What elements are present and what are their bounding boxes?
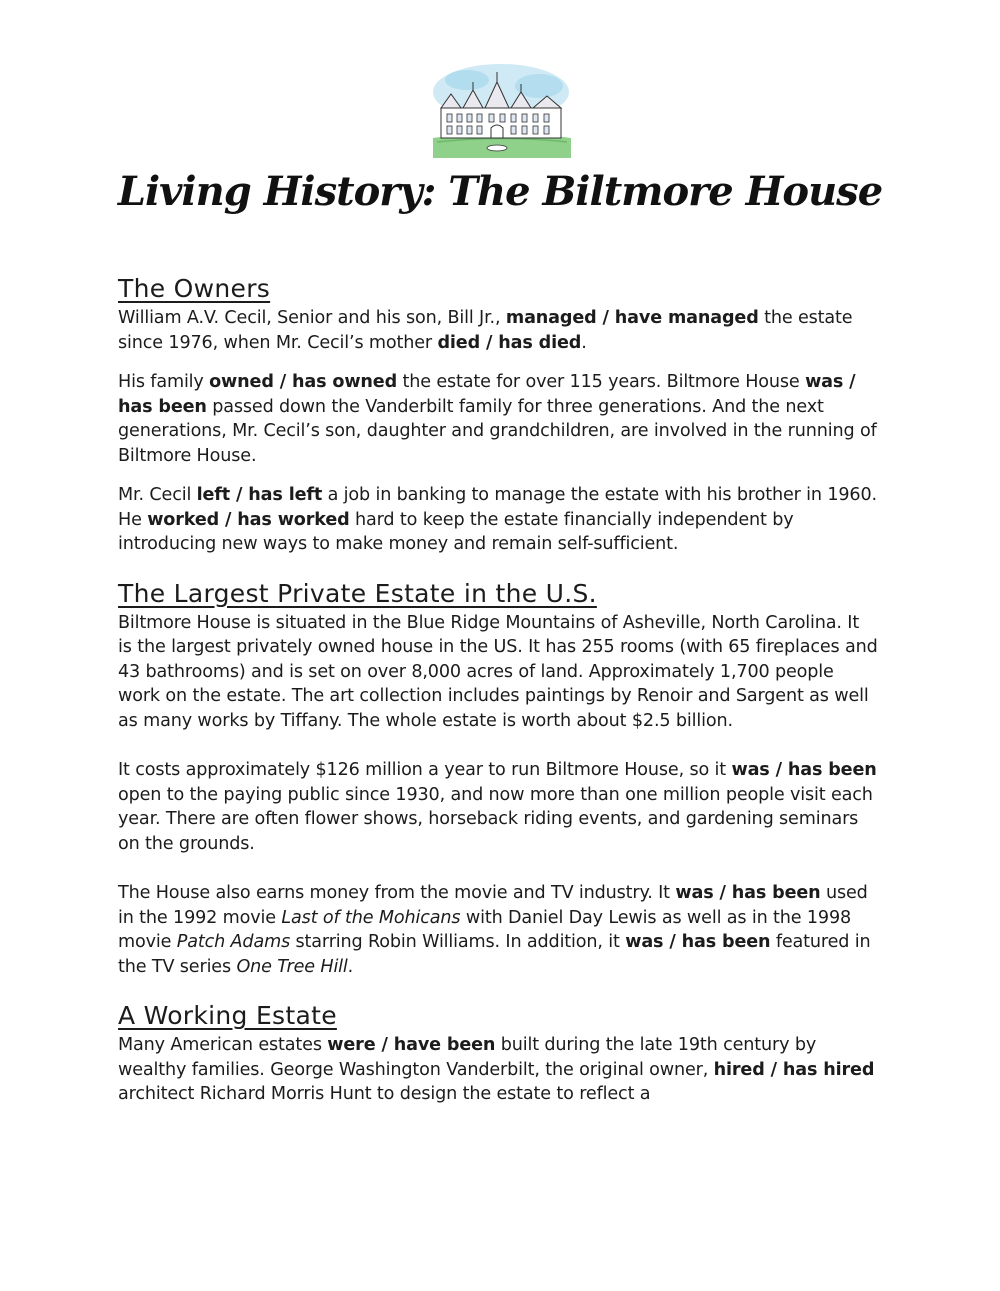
estate-paragraph-2	[118, 758, 878, 856]
owners-paragraph-3	[118, 483, 878, 557]
working-paragraph-1	[118, 1033, 878, 1107]
verb-choice[interactable]: was / has been	[625, 932, 771, 952]
owners-paragraph-2	[118, 370, 878, 468]
text: architect Richard Morris Hunt to design the estate to reflect a	[118, 1084, 651, 1104]
verb-choice[interactable]: was / has been	[675, 883, 821, 903]
text: William A.V. Cecil, Senior and his son, Bill Jr.,	[118, 308, 506, 328]
text: His family	[118, 372, 210, 392]
section-heading-working-estate: A Working Estate	[118, 1001, 337, 1030]
section-heading-largest-estate: The Largest Private Estate in the U.S.	[118, 578, 597, 608]
text: passed down the Vanderbilt family for three generations. And the next generations, Mr. Cecil’s son, daughter and grandchildren, are involved in the running of Biltmore House.	[118, 396, 877, 466]
tv-series-title: One Tree Hill	[236, 956, 348, 977]
text: hard to keep the estate financially independent by introducing new ways to make money and remain self-sufficient.	[118, 509, 794, 554]
verb-choice[interactable]: owned / has owned	[209, 372, 398, 392]
text: .	[347, 956, 354, 977]
section-heading-owners: The Owners	[118, 274, 271, 303]
text: a job in banking to manage the estate with his brother in 1960. He	[118, 485, 877, 530]
verb-choice[interactable]: worked / has worked	[147, 509, 350, 530]
estate-paragraph-1: Biltmore House is situated in the Blue Ridge Mountains of Asheville, North Carolina. It is the largest privately owned house in the US. It has 255 rooms (with 65 fireplaces and 43 bathrooms) and is set on over 8,000 acres of land. Approximately 1,700 people work on the estate. The art collection includes paintings by Renoir and Sargent as well as many works by Tiffany. The whole estate is worth about $2.5 billion.	[118, 612, 878, 731]
text: built during the late 19th century by wealthy families. George Washington Vanderbilt, the original owner,	[118, 1035, 817, 1080]
text: the estate since 1976, when Mr. Cecil’s mother	[118, 308, 853, 353]
text: open to the paying public since 1930, and now more than one million people visit each year. There are often flower shows, horseback riding events, and gardening seminars on the grounds.	[118, 784, 873, 854]
verb-choice[interactable]: was / has been	[118, 372, 856, 417]
text: The House also earns money from the movie and TV industry. It	[118, 883, 676, 903]
page-title: Living History: The Biltmore House	[117, 168, 883, 215]
text: featured in the TV series	[118, 932, 871, 977]
worksheet-content	[118, 272, 878, 1122]
verb-choice[interactable]: was / has been	[731, 760, 877, 780]
movie-title: Patch Adams	[176, 932, 291, 952]
verb-choice[interactable]: died / has died	[437, 332, 582, 353]
text: used in the 1992 movie	[118, 883, 868, 928]
verb-choice[interactable]: managed / have managed	[505, 308, 759, 328]
text: Mr. Cecil	[118, 485, 197, 505]
text: Many American estates	[118, 1035, 328, 1055]
verb-choice[interactable]: were / have been	[327, 1035, 496, 1055]
biltmore-house-sketch-icon	[427, 58, 575, 160]
text: It costs approximately $126 million a year to run Biltmore House, so it	[118, 760, 732, 780]
verb-choice[interactable]: hired / has hired	[713, 1059, 875, 1080]
text: with Daniel Day Lewis as well as in the 1998 movie	[118, 907, 852, 952]
text: starring Robin Williams. In addition, it	[290, 932, 626, 952]
verb-choice[interactable]: left / has left	[196, 485, 323, 505]
owners-paragraph-1	[118, 306, 878, 355]
estate-paragraph-3	[118, 881, 878, 979]
movie-title: Last of the Mohicans	[281, 907, 461, 928]
text: the estate for over 115 years. Biltmore House	[397, 372, 806, 392]
text: .	[581, 332, 587, 353]
